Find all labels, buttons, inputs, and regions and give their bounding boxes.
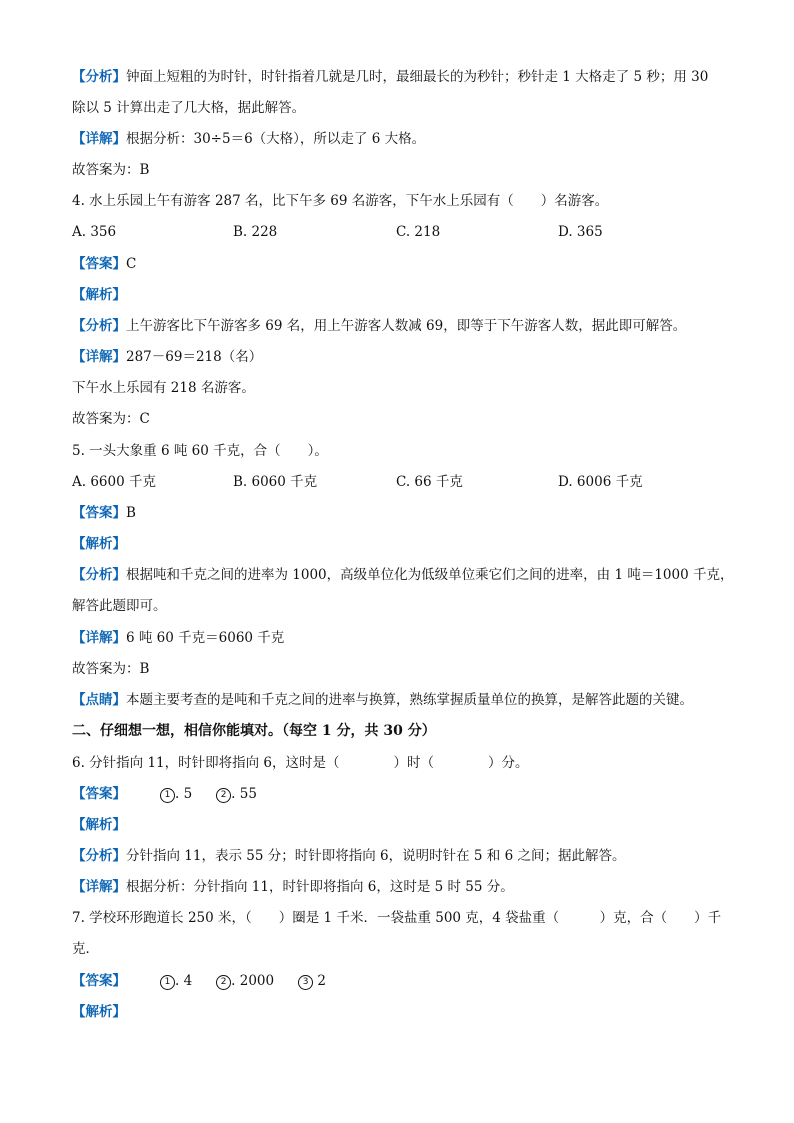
analysis-text: 分针指向 11，表示 55 分；时针即将指向 6，说明时针在 5 和 6 之间；据此解答。	[126, 848, 626, 864]
remark-tag: 【点睛】	[72, 692, 126, 708]
q3-final-answer: 故答案为：B	[72, 162, 150, 178]
section-heading: 二、仔细想一想，相信你能填对。（每空 1 分，共 30 分）	[72, 723, 436, 739]
q5-answer	[72, 504, 732, 522]
answer-value: . 2000	[231, 973, 275, 989]
q6-detail	[72, 878, 732, 896]
analysis-tag: 【分析】	[72, 69, 126, 85]
answer-tag: 【答案】	[72, 973, 126, 989]
jiexi-tag: 【解析】	[72, 1004, 126, 1020]
analysis-text: 根据吨和千克之间的进率为 1000，高级单位化为低级单位乘它们之间的进率，由 1 吨＝1000 千克，	[126, 567, 734, 583]
q3-analysis-cont: 除以 5 计算出走了几大格，据此解答。	[72, 100, 306, 116]
option-d: D. 6006 千克	[558, 474, 643, 490]
option-b: B. 6060 千克	[233, 474, 318, 490]
option-c: C. 66 千克	[396, 474, 463, 490]
q5-analysis-cont: 解答此题即可。	[72, 598, 167, 614]
analysis-text: 上午游客比下午游客多 69 名，用上午游客人数减 69，即等于下午游客人数，据此即可解答。	[126, 318, 687, 334]
detail-text: 根据分析：分针指向 11，时针即将指向 6，这时是 5 时 55 分。	[126, 879, 514, 895]
q3-analysis	[72, 68, 732, 86]
answer-value: . 5	[175, 786, 193, 802]
answer-tag: 【答案】	[72, 256, 126, 272]
answer-value: . 55	[231, 786, 257, 802]
option-a: A. 6600 千克	[72, 474, 156, 490]
detail-tag: 【详解】	[72, 879, 126, 895]
detail-text: 根据分析：30÷5＝6（大格），所以走了 6 大格。	[126, 131, 426, 147]
q5-analysis	[72, 566, 732, 584]
circled-number: 1	[160, 975, 175, 990]
q4-analysis	[72, 317, 732, 335]
circled-number: 1	[160, 788, 175, 803]
q7-stem: 7. 学校环形跑道长 250 米，（ ）圈是 1 千米．一袋盐重 500 克，4 袋盐重（ ）克，合（ ）千	[72, 910, 722, 926]
q3-detail	[72, 130, 732, 148]
q5-jiexi	[72, 535, 732, 553]
q5-stem: 5. 一头大象重 6 吨 60 千克，合（ ）。	[72, 443, 328, 459]
option-d: D. 365	[558, 224, 603, 240]
jiexi-tag: 【解析】	[72, 536, 126, 552]
option-c: C. 218	[396, 224, 441, 240]
answer-tag: 【答案】	[72, 505, 126, 521]
jiexi-tag: 【解析】	[72, 817, 126, 833]
answer-value: 2	[313, 973, 327, 989]
q5-options	[72, 473, 732, 491]
q4-answer	[72, 255, 732, 273]
analysis-tag: 【分析】	[72, 848, 126, 864]
analysis-tag: 【分析】	[72, 318, 126, 334]
q4-detail-cont: 下午水上乐园有 218 名游客。	[72, 380, 255, 396]
q4-detail	[72, 348, 732, 366]
option-b: B. 228	[233, 224, 278, 240]
q6-jiexi	[72, 816, 732, 834]
q4-options	[72, 223, 732, 241]
circled-number: 3	[298, 975, 313, 990]
circled-number: 2	[216, 975, 231, 990]
q5-detail	[72, 629, 732, 647]
q6-stem: 6. 分针指向 11，时针即将指向 6，这时是（ ）时（ ）分。	[72, 755, 529, 771]
q6-analysis	[72, 847, 732, 865]
detail-tag: 【详解】	[72, 131, 126, 147]
answer-text: B	[126, 505, 136, 521]
answer-tag: 【答案】	[72, 786, 126, 802]
q7-stem-cont: 克．	[72, 941, 99, 957]
q5-remark	[72, 691, 732, 709]
q4-jiexi	[72, 286, 732, 304]
remark-text: 本题主要考查的是吨和千克之间的进率与换算，熟练掌握质量单位的换算，是解答此题的关键。	[126, 692, 693, 708]
q7-answer	[72, 972, 732, 990]
q4-stem: 4. 水上乐园上午有游客 287 名，比下午多 69 名游客，下午水上乐园有（ ）名游客。	[72, 193, 609, 209]
jiexi-tag: 【解析】	[72, 287, 126, 303]
q7-jiexi	[72, 1003, 732, 1021]
option-a: A. 356	[72, 224, 117, 240]
analysis-tag: 【分析】	[72, 567, 126, 583]
detail-tag: 【详解】	[72, 630, 126, 646]
detail-text: 287－69＝218（名）	[126, 349, 263, 365]
circled-number: 2	[216, 788, 231, 803]
detail-text: 6 吨 60 千克＝6060 千克	[126, 630, 285, 646]
answer-text: C	[126, 256, 137, 272]
answer-value: . 4	[175, 973, 193, 989]
q5-final-answer: 故答案为：B	[72, 661, 150, 677]
q6-answer	[72, 785, 732, 803]
q4-final-answer: 故答案为：C	[72, 411, 150, 427]
analysis-text: 钟面上短粗的为时针，时针指着几就是几时，最细最长的为秒针；秒针走 1 大格走了 5 秒；用 30	[126, 69, 709, 85]
detail-tag: 【详解】	[72, 349, 126, 365]
